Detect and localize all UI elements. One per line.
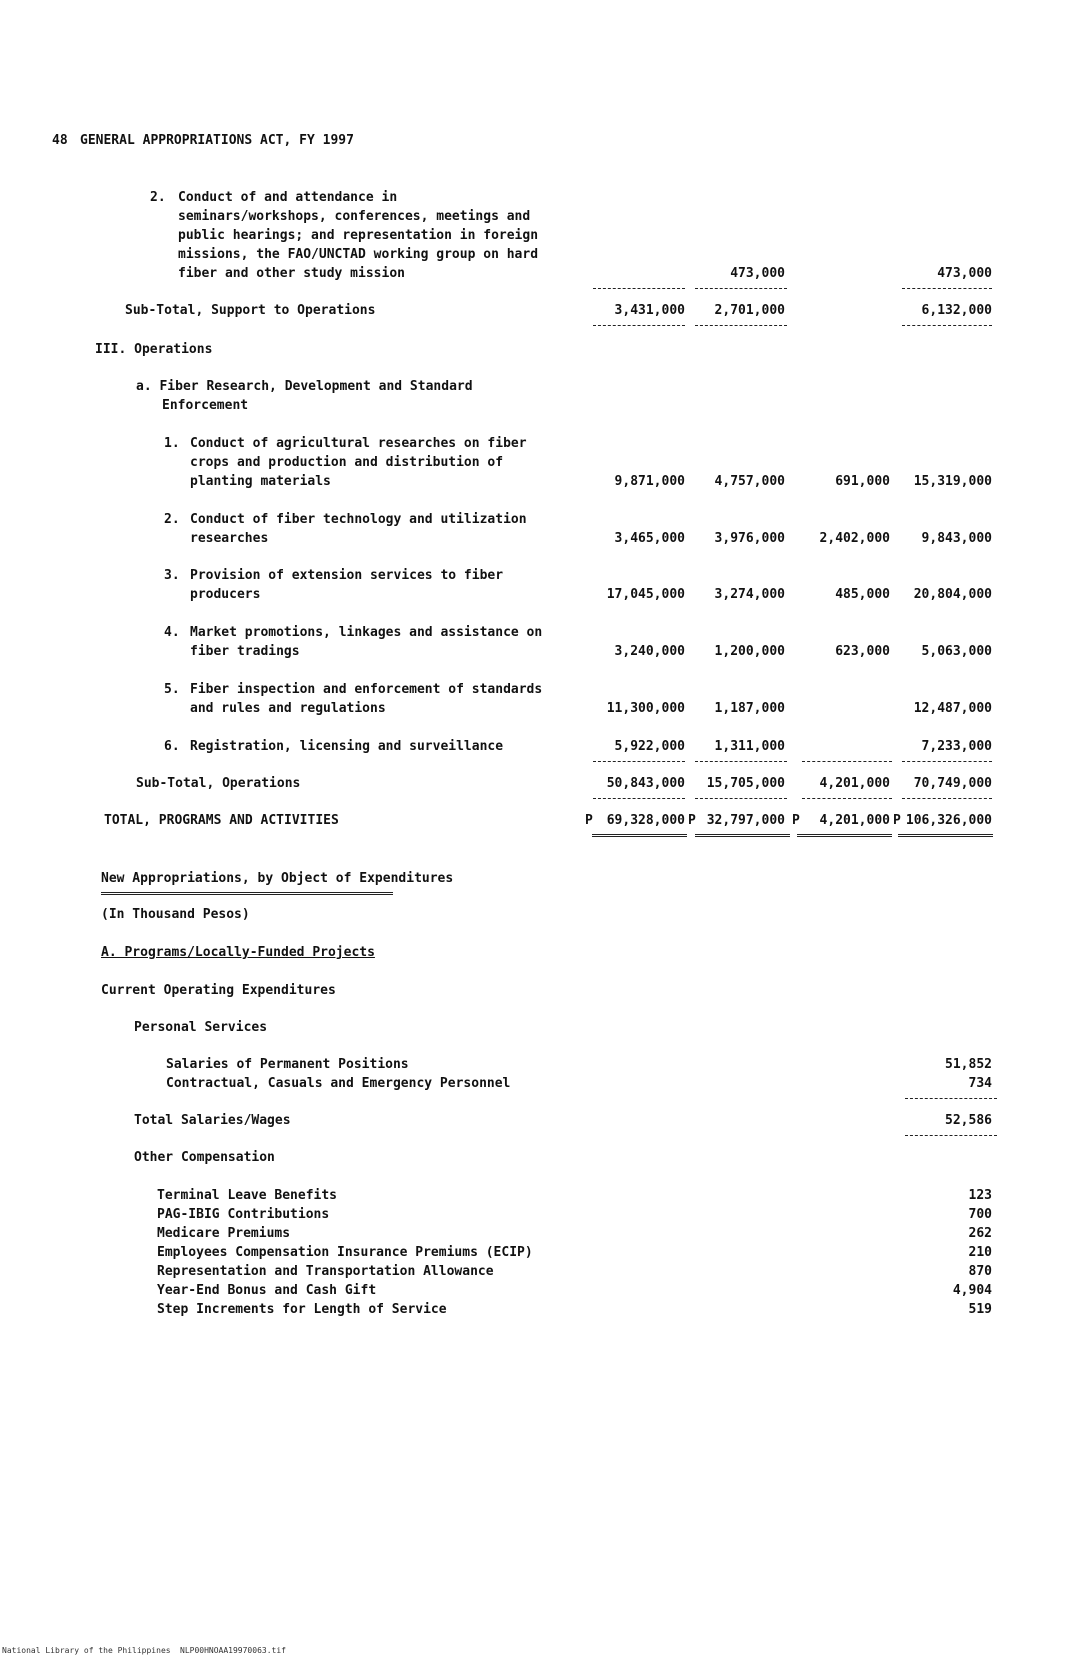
- item-text-line: researches: [190, 531, 269, 546]
- current-operating-heading: Current Operating Expenditures: [101, 983, 336, 998]
- peso-sign: P: [585, 813, 593, 828]
- expense-label: Year-End Bonus and Cash Gift: [157, 1283, 377, 1298]
- double-rule: [695, 834, 790, 837]
- rule: [902, 798, 992, 799]
- peso-sign: P: [792, 813, 800, 828]
- rule: [593, 325, 685, 326]
- item-text-line: Registration, licensing and surveillance: [190, 739, 504, 754]
- amount-col1: 9,871,000: [614, 474, 685, 489]
- grand-total-label: TOTAL, PROGRAMS AND ACTIVITIES: [104, 813, 339, 828]
- new-appropriations-title: New Appropriations, by Object of Expenditures: [101, 871, 454, 886]
- amount-col2: 32,797,000: [706, 813, 785, 828]
- item-text-line: Conduct of and attendance in: [178, 190, 398, 205]
- rule: [902, 761, 992, 762]
- double-rule: [898, 834, 993, 837]
- amount-col2: 2,701,000: [714, 303, 785, 318]
- amount-col3: 623,000: [835, 644, 890, 659]
- rule: [802, 761, 892, 762]
- item-text-line: Provision of extension services to fiber: [190, 568, 504, 583]
- expense-value: 700: [968, 1207, 992, 1222]
- page-header-title: GENERAL APPROPRIATIONS ACT, FY 1997: [80, 133, 354, 148]
- amount-col1: 5,922,000: [614, 739, 685, 754]
- expense-label: Representation and Transportation Allowance: [157, 1264, 494, 1279]
- amount-col1: 69,328,000: [606, 813, 685, 828]
- rule: [695, 761, 787, 762]
- amount-col1: 50,843,000: [606, 776, 685, 791]
- item-text-line: fiber tradings: [190, 644, 300, 659]
- item-text-line: Conduct of agricultural researches on fiber: [190, 436, 527, 451]
- rule: [593, 798, 685, 799]
- amount-total: 473,000: [937, 266, 992, 281]
- rule: [902, 325, 992, 326]
- rule: [593, 288, 685, 289]
- rule: [695, 798, 787, 799]
- amount-col2: 3,274,000: [714, 587, 785, 602]
- amount-total: 5,063,000: [921, 644, 992, 659]
- item-number: 2.: [164, 512, 180, 527]
- amount-col2: 1,187,000: [714, 701, 785, 716]
- subsection-heading: a. Fiber Research, Development and Standard: [136, 379, 473, 394]
- item-text-line: Fiber inspection and enforcement of standards: [190, 682, 543, 697]
- double-rule: [592, 834, 687, 837]
- rule: [695, 288, 787, 289]
- expense-value: 51,852: [945, 1057, 992, 1072]
- rule: [593, 761, 685, 762]
- other-compensation-heading: Other Compensation: [134, 1150, 275, 1165]
- item-number: 5.: [164, 682, 180, 697]
- expense-value: 210: [968, 1245, 992, 1260]
- expense-value: 734: [968, 1076, 992, 1091]
- personal-services-heading: Personal Services: [134, 1020, 268, 1035]
- subtotal-label: Sub-Total, Support to Operations: [125, 303, 376, 318]
- item-text-line: missions, the FAO/UNCTAD working group on hard: [178, 247, 539, 262]
- expense-value: 870: [968, 1264, 992, 1279]
- expense-label: Medicare Premiums: [157, 1226, 291, 1241]
- amount-total: 9,843,000: [921, 531, 992, 546]
- expense-label: PAG-IBIG Contributions: [157, 1207, 330, 1222]
- expense-label: Step Increments for Length of Service: [157, 1302, 447, 1317]
- peso-sign: P: [688, 813, 696, 828]
- amount-col2: 1,200,000: [714, 644, 785, 659]
- amount-col1: 17,045,000: [606, 587, 685, 602]
- amount-col3: 485,000: [835, 587, 890, 602]
- amount-col3: 4,201,000: [819, 776, 890, 791]
- item-text-line: producers: [190, 587, 261, 602]
- expense-label: Salaries of Permanent Positions: [166, 1057, 409, 1072]
- item-text-line: fiber and other study mission: [178, 266, 405, 281]
- expense-value: 519: [968, 1302, 992, 1317]
- subtotal-label: Sub-Total, Operations: [136, 776, 301, 791]
- item-text-line: and rules and regulations: [190, 701, 386, 716]
- section-a-heading: A. Programs/Locally-Funded Projects: [101, 945, 375, 960]
- rule: [905, 1098, 997, 1099]
- double-rule: [797, 834, 892, 837]
- subsection-heading: Enforcement: [162, 398, 249, 413]
- amount-col3: 691,000: [835, 474, 890, 489]
- amount-col2: 15,705,000: [706, 776, 785, 791]
- amount-col2: 4,757,000: [714, 474, 785, 489]
- rule: [905, 1135, 997, 1136]
- expense-value: 262: [968, 1226, 992, 1241]
- amount-col3: 2,402,000: [819, 531, 890, 546]
- expense-value: 4,904: [952, 1283, 992, 1298]
- rule: [802, 798, 892, 799]
- amount-total: 20,804,000: [913, 587, 992, 602]
- expense-value: 123: [968, 1188, 992, 1203]
- item-text-line: Market promotions, linkages and assistance on: [190, 625, 543, 640]
- amount-col2: 3,976,000: [714, 531, 785, 546]
- total-salaries-label: Total Salaries/Wages: [134, 1113, 291, 1128]
- expense-label: Employees Compensation Insurance Premiums (ECIP): [157, 1245, 533, 1260]
- item-text-line: public hearings; and representation in foreign: [178, 228, 539, 243]
- amount-total: 12,487,000: [913, 701, 992, 716]
- footer-file: NLP00HNOAA19970063.tif: [180, 1646, 286, 1655]
- item-text-line: seminars/workshops, conferences, meetings and: [178, 209, 531, 224]
- section-heading: III. Operations: [95, 342, 213, 357]
- item-number: 2.: [150, 190, 166, 205]
- rule: [902, 288, 992, 289]
- amount-col1: 11,300,000: [606, 701, 685, 716]
- item-text-line: Conduct of fiber technology and utilization: [190, 512, 527, 527]
- amount-total: 6,132,000: [921, 303, 992, 318]
- amount-col1: 3,465,000: [614, 531, 685, 546]
- item-number: 6.: [164, 739, 180, 754]
- expense-label: Contractual, Casuals and Emergency Personnel: [166, 1076, 511, 1091]
- amount-total: 70,749,000: [913, 776, 992, 791]
- amount-col1: 3,431,000: [614, 303, 685, 318]
- amount-col3: 4,201,000: [819, 813, 890, 828]
- item-number: 1.: [164, 436, 180, 451]
- amount-total: 7,233,000: [921, 739, 992, 754]
- amount-col2: 1,311,000: [714, 739, 785, 754]
- footer-library: National Library of the Philippines: [2, 1646, 171, 1655]
- amount-total: 15,319,000: [913, 474, 992, 489]
- item-number: 4.: [164, 625, 180, 640]
- expense-label: Terminal Leave Benefits: [157, 1188, 338, 1203]
- peso-sign: P: [893, 813, 901, 828]
- item-text-line: planting materials: [190, 474, 331, 489]
- total-salaries-value: 52,586: [945, 1113, 992, 1128]
- double-rule: [101, 892, 393, 895]
- amount-col1: 3,240,000: [614, 644, 685, 659]
- amount-col2: 473,000: [730, 266, 785, 281]
- page-number: 48: [52, 133, 68, 148]
- item-number: 3.: [164, 568, 180, 583]
- units-note: (In Thousand Pesos): [101, 907, 250, 922]
- item-text-line: crops and production and distribution of: [190, 455, 504, 470]
- amount-total: 106,326,000: [905, 813, 992, 828]
- rule: [695, 325, 787, 326]
